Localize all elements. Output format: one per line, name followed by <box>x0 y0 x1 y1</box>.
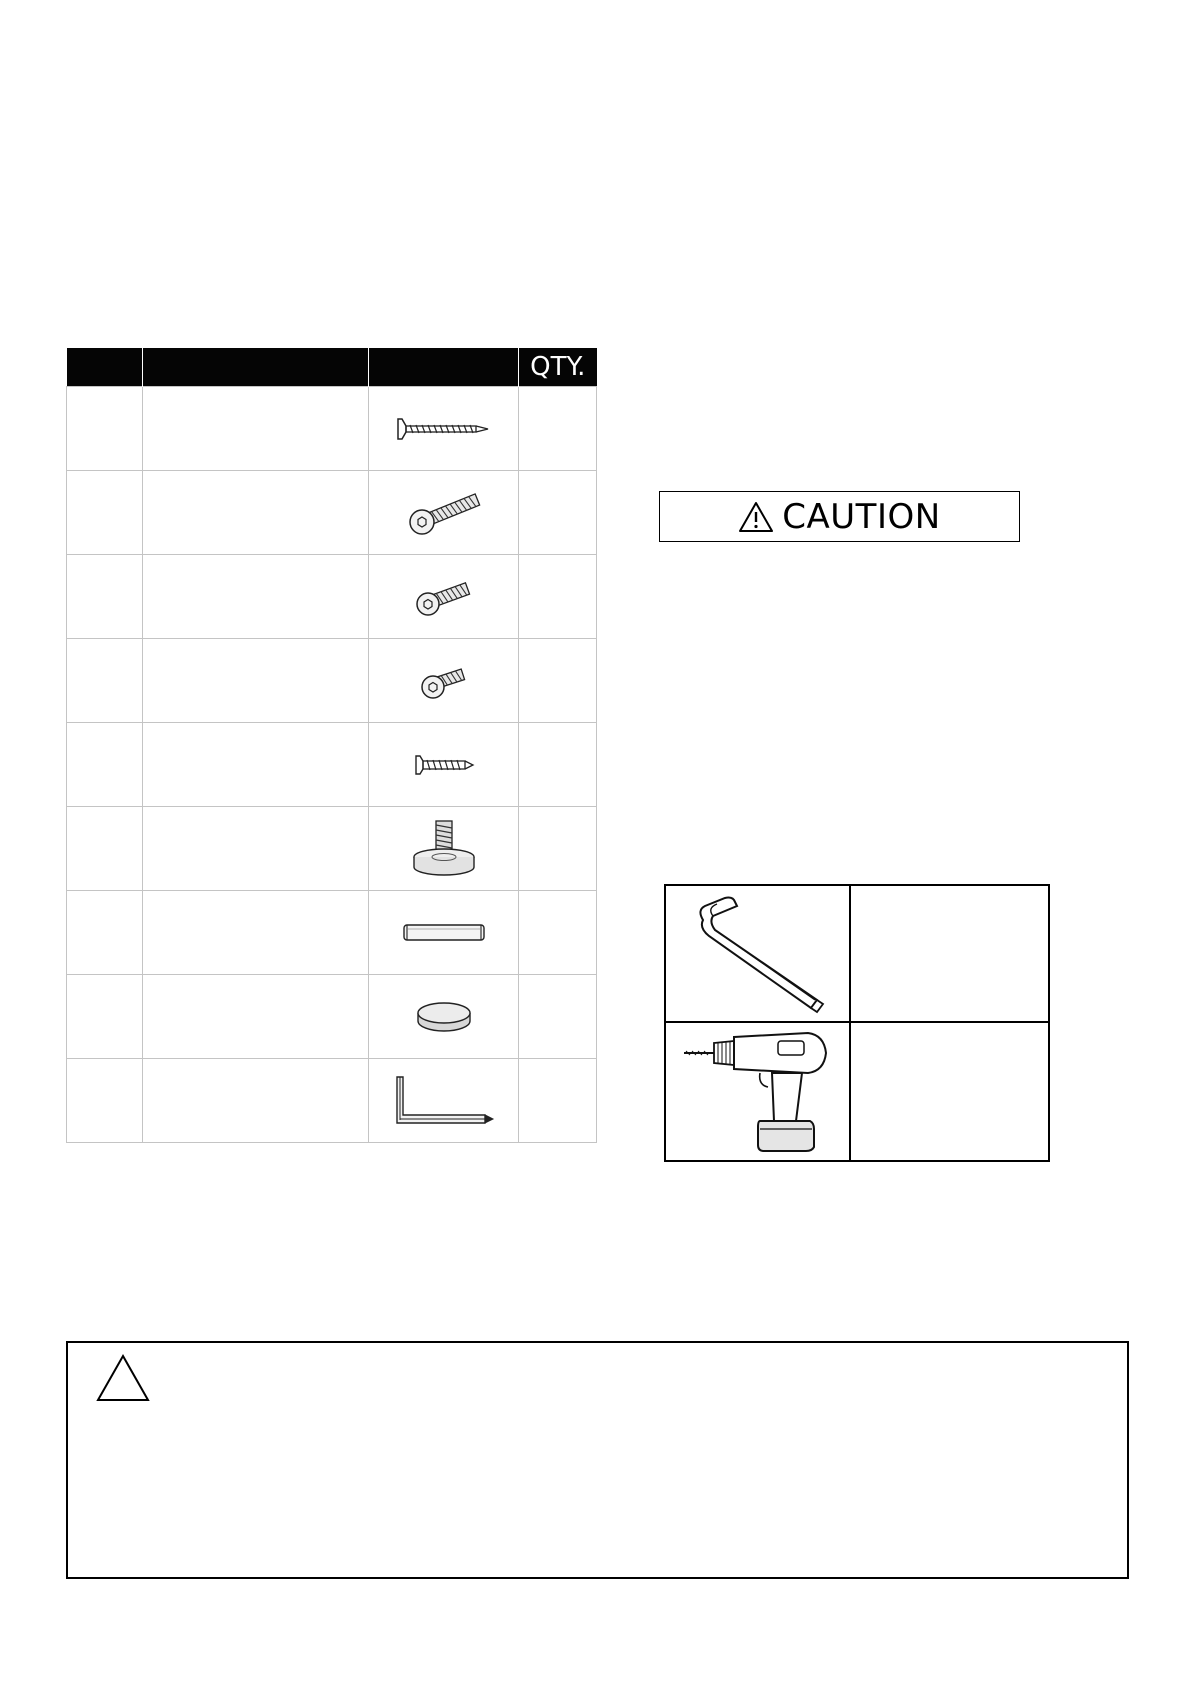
part-description-cell <box>143 387 369 471</box>
table-row <box>67 639 597 723</box>
table-row <box>67 975 597 1059</box>
medium-hex-bolt-icon <box>409 574 479 620</box>
part-letter-cell <box>67 807 143 891</box>
warning-notice-box <box>66 1341 1129 1579</box>
part-description-cell <box>143 975 369 1059</box>
table-row <box>67 1059 597 1143</box>
part-description-cell <box>143 639 369 723</box>
part-qty-cell <box>519 807 597 891</box>
table-row <box>67 807 597 891</box>
part-letter-cell <box>67 975 143 1059</box>
part-qty-cell <box>519 1059 597 1143</box>
part-letter-cell <box>67 723 143 807</box>
part-description-cell <box>143 723 369 807</box>
part-description-cell <box>143 555 369 639</box>
tool-label-cell <box>851 886 1048 1023</box>
part-description-cell <box>143 891 369 975</box>
tool-label-cell <box>851 1023 1048 1160</box>
table-row <box>67 387 597 471</box>
part-qty-cell <box>519 387 597 471</box>
part-qty-cell <box>519 471 597 555</box>
header-description <box>143 348 369 387</box>
long-wood-screw-icon <box>394 414 494 444</box>
part-image-cell <box>369 891 519 975</box>
part-qty-cell <box>519 639 597 723</box>
part-description-cell <box>143 1059 369 1143</box>
part-image-cell <box>369 639 519 723</box>
part-image-cell <box>369 471 519 555</box>
cordless-drill-icon <box>678 1029 838 1155</box>
short-hex-bolt-icon <box>414 659 474 703</box>
caution-text: CAUTION <box>782 496 941 537</box>
part-qty-cell <box>519 891 597 975</box>
part-letter-cell <box>67 555 143 639</box>
part-letter-cell <box>67 387 143 471</box>
part-image-cell <box>369 807 519 891</box>
part-image-cell <box>369 1059 519 1143</box>
table-row <box>67 891 597 975</box>
header-qty: QTY. <box>519 348 597 387</box>
part-image-cell <box>369 387 519 471</box>
caution-label-box <box>659 491 1020 542</box>
part-qty-cell <box>519 975 597 1059</box>
warning-triangle-outline-icon <box>95 1353 151 1403</box>
allen-wrench-icon <box>389 1073 499 1129</box>
long-hex-bolt-icon <box>404 488 484 538</box>
part-letter-cell <box>67 639 143 723</box>
part-qty-cell <box>519 555 597 639</box>
part-image-cell <box>369 723 519 807</box>
header-part <box>67 348 143 387</box>
part-image-cell <box>369 555 519 639</box>
table-header-row <box>67 348 597 387</box>
header-image <box>369 348 519 387</box>
part-qty-cell <box>519 723 597 807</box>
tool-image-cell <box>666 886 851 1023</box>
part-image-cell <box>369 975 519 1059</box>
small-flat-head-screw-icon <box>412 751 476 779</box>
tool-image-cell <box>666 1023 851 1160</box>
tools-required-grid <box>664 884 1050 1162</box>
part-description-cell <box>143 807 369 891</box>
table-row <box>67 555 597 639</box>
hardware-parts-table <box>66 348 597 1143</box>
felt-pad-icon <box>412 997 476 1037</box>
table-row <box>67 723 597 807</box>
part-letter-cell <box>67 471 143 555</box>
leveling-foot-icon <box>409 817 479 881</box>
hex-key-icon <box>683 892 833 1016</box>
part-description-cell <box>143 471 369 555</box>
part-letter-cell <box>67 1059 143 1143</box>
table-row <box>67 471 597 555</box>
part-letter-cell <box>67 891 143 975</box>
wooden-dowel-icon <box>400 920 488 946</box>
warning-triangle-icon <box>738 501 774 533</box>
